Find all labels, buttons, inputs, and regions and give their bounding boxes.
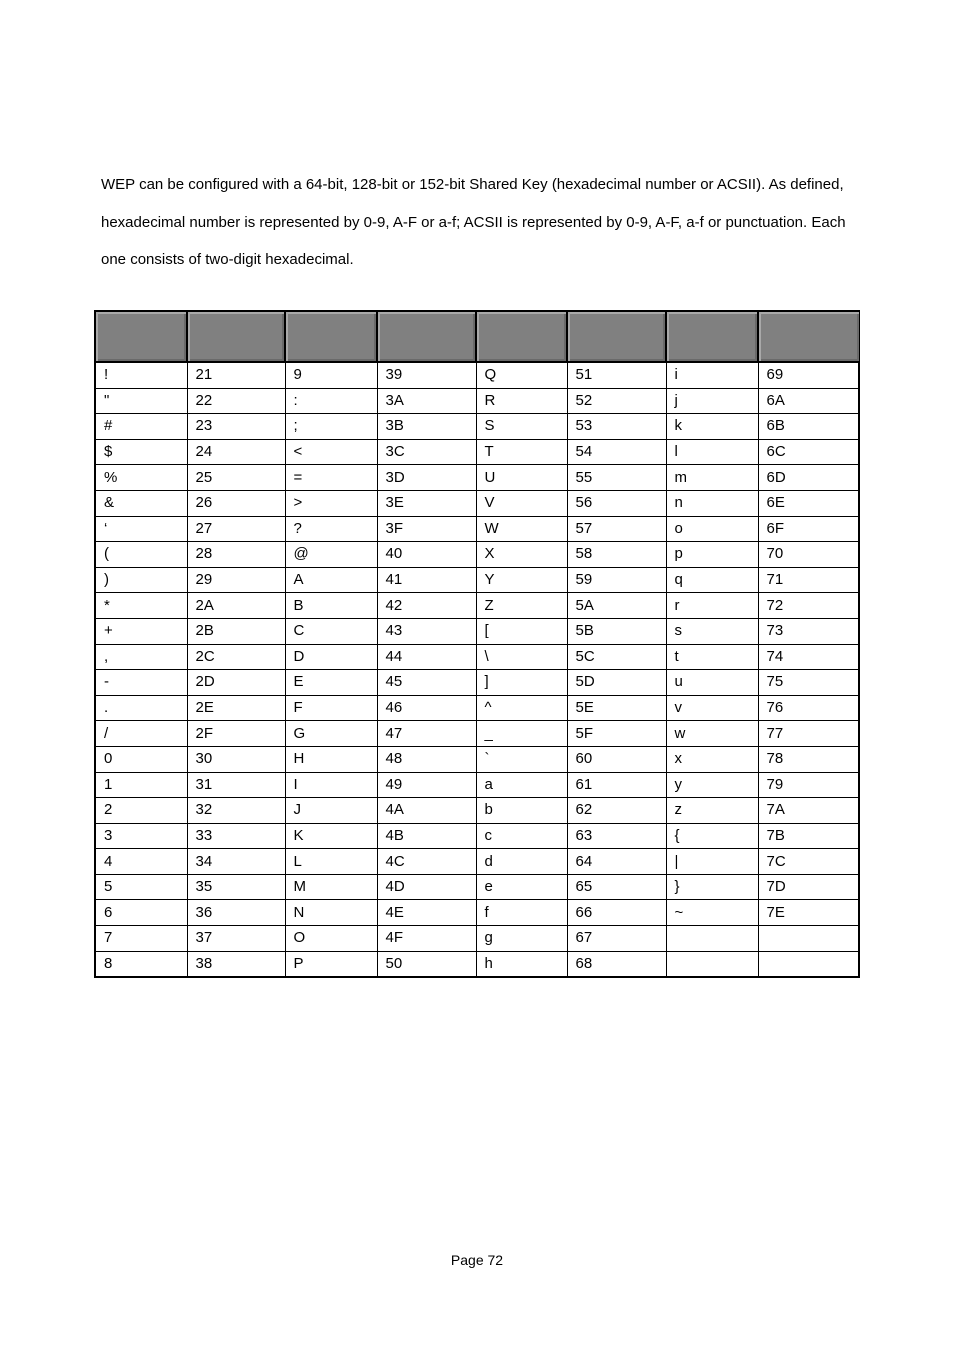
hex-cell: 7A	[758, 798, 859, 824]
hex-cell: 65	[567, 874, 666, 900]
hex-cell: 27	[187, 516, 285, 542]
char-cell: e	[476, 874, 567, 900]
table-row	[95, 900, 859, 926]
hex-cell: 5C	[567, 644, 666, 670]
char-cell: B	[285, 593, 377, 619]
hex-cell: 39	[377, 362, 476, 388]
table-row	[95, 618, 859, 644]
hex-cell: 4F	[377, 926, 476, 952]
hex-cell: 5F	[567, 721, 666, 747]
hex-cell: 7B	[758, 823, 859, 849]
char-cell: 2	[95, 798, 187, 824]
table-header-row	[95, 311, 859, 362]
hex-cell: 40	[377, 542, 476, 568]
char-cell: ,	[95, 644, 187, 670]
hex-cell	[758, 926, 859, 952]
hex-cell: 72	[758, 593, 859, 619]
char-cell: :	[285, 388, 377, 414]
hex-cell: 2D	[187, 670, 285, 696]
hex-cell: 2C	[187, 644, 285, 670]
char-cell: {	[666, 823, 758, 849]
header-cell	[476, 311, 567, 362]
char-cell: R	[476, 388, 567, 414]
char-cell: (	[95, 542, 187, 568]
char-cell: 8	[95, 951, 187, 977]
hex-cell: 70	[758, 542, 859, 568]
hex-cell: 47	[377, 721, 476, 747]
hex-cell: 4A	[377, 798, 476, 824]
char-cell: n	[666, 490, 758, 516]
header-cell	[666, 311, 758, 362]
char-cell	[666, 951, 758, 977]
char-cell: O	[285, 926, 377, 952]
char-cell: /	[95, 721, 187, 747]
hex-cell: 49	[377, 772, 476, 798]
char-cell: <	[285, 439, 377, 465]
char-cell: z	[666, 798, 758, 824]
char-cell: y	[666, 772, 758, 798]
hex-cell: 29	[187, 567, 285, 593]
char-cell: $	[95, 439, 187, 465]
table-row	[95, 746, 859, 772]
table-row	[95, 951, 859, 977]
char-cell: F	[285, 695, 377, 721]
hex-cell: 38	[187, 951, 285, 977]
hex-cell: 25	[187, 465, 285, 491]
header-cell	[285, 311, 377, 362]
char-cell: j	[666, 388, 758, 414]
char-cell: #	[95, 414, 187, 440]
hex-cell: 62	[567, 798, 666, 824]
hex-cell: 31	[187, 772, 285, 798]
char-cell: -	[95, 670, 187, 696]
hex-cell: 76	[758, 695, 859, 721]
hex-cell: 66	[567, 900, 666, 926]
char-cell: P	[285, 951, 377, 977]
hex-cell: 7E	[758, 900, 859, 926]
hex-cell: 6C	[758, 439, 859, 465]
hex-cell: 71	[758, 567, 859, 593]
hex-cell: 3A	[377, 388, 476, 414]
char-cell: N	[285, 900, 377, 926]
header-cell	[567, 311, 666, 362]
char-cell: m	[666, 465, 758, 491]
hex-cell: 6F	[758, 516, 859, 542]
hex-cell: 5D	[567, 670, 666, 696]
char-cell: w	[666, 721, 758, 747]
hex-cell: 22	[187, 388, 285, 414]
hex-cell: 23	[187, 414, 285, 440]
hex-cell: 5A	[567, 593, 666, 619]
hex-cell: 43	[377, 618, 476, 644]
hex-cell: 46	[377, 695, 476, 721]
hex-cell: 3F	[377, 516, 476, 542]
table-row	[95, 490, 859, 516]
char-cell: X	[476, 542, 567, 568]
table-row	[95, 670, 859, 696]
char-cell: I	[285, 772, 377, 798]
hex-cell: 79	[758, 772, 859, 798]
char-cell: =	[285, 465, 377, 491]
char-cell: W	[476, 516, 567, 542]
hex-cell: 3B	[377, 414, 476, 440]
char-cell: ?	[285, 516, 377, 542]
hex-cell: 3D	[377, 465, 476, 491]
table-row	[95, 465, 859, 491]
table-row	[95, 798, 859, 824]
char-cell: b	[476, 798, 567, 824]
char-cell: %	[95, 465, 187, 491]
hex-cell: 4C	[377, 849, 476, 875]
char-cell: V	[476, 490, 567, 516]
char-cell: }	[666, 874, 758, 900]
char-cell: s	[666, 618, 758, 644]
char-cell: a	[476, 772, 567, 798]
hex-cell: 7D	[758, 874, 859, 900]
char-cell: t	[666, 644, 758, 670]
char-cell: K	[285, 823, 377, 849]
hex-cell: 75	[758, 670, 859, 696]
hex-cell: 2B	[187, 618, 285, 644]
hex-cell: 5B	[567, 618, 666, 644]
char-cell: \	[476, 644, 567, 670]
hex-cell: 21	[187, 362, 285, 388]
hex-cell: 4B	[377, 823, 476, 849]
table-row	[95, 644, 859, 670]
hex-cell: 3C	[377, 439, 476, 465]
char-cell: D	[285, 644, 377, 670]
hex-cell: 77	[758, 721, 859, 747]
ascii-hex-table	[94, 310, 860, 978]
char-cell: o	[666, 516, 758, 542]
hex-cell: 67	[567, 926, 666, 952]
hex-cell: 50	[377, 951, 476, 977]
char-cell: d	[476, 849, 567, 875]
hex-cell: 24	[187, 439, 285, 465]
char-cell: M	[285, 874, 377, 900]
hex-cell: 30	[187, 746, 285, 772]
char-cell: g	[476, 926, 567, 952]
char-cell: A	[285, 567, 377, 593]
hex-cell: 54	[567, 439, 666, 465]
char-cell: J	[285, 798, 377, 824]
hex-cell: 6B	[758, 414, 859, 440]
char-cell: 7	[95, 926, 187, 952]
header-cell	[758, 311, 859, 362]
header-cell	[95, 311, 187, 362]
char-cell: @	[285, 542, 377, 568]
hex-cell: 36	[187, 900, 285, 926]
hex-cell: 6A	[758, 388, 859, 414]
table-row	[95, 542, 859, 568]
char-cell: 0	[95, 746, 187, 772]
char-cell: H	[285, 746, 377, 772]
char-cell: ^	[476, 695, 567, 721]
char-cell: "	[95, 388, 187, 414]
table-row	[95, 772, 859, 798]
char-cell: [	[476, 618, 567, 644]
hex-cell: 35	[187, 874, 285, 900]
char-cell: `	[476, 746, 567, 772]
table-row	[95, 362, 859, 388]
intro-paragraph: WEP can be configured with a 64-bit, 128-bit or 152-bit Shared Key (hexadecimal number or ACSII). As defined, hexadecimal number is represented by 0-9, A-F or a-f; ACSII is represented by 0-9, A-F, a-f or punctuation. Each one consists of two-digit hexadecimal.	[101, 176, 846, 268]
hex-cell	[758, 951, 859, 977]
hex-cell: 64	[567, 849, 666, 875]
char-cell: 6	[95, 900, 187, 926]
char-cell: ]	[476, 670, 567, 696]
char-cell: T	[476, 439, 567, 465]
char-cell: l	[666, 439, 758, 465]
hex-cell: 6E	[758, 490, 859, 516]
table-row	[95, 926, 859, 952]
table-row	[95, 414, 859, 440]
char-cell: +	[95, 618, 187, 644]
char-cell: v	[666, 695, 758, 721]
table-row	[95, 516, 859, 542]
hex-cell: 7C	[758, 849, 859, 875]
hex-cell: 4D	[377, 874, 476, 900]
table-row	[95, 823, 859, 849]
table-row	[95, 849, 859, 875]
hex-cell: 69	[758, 362, 859, 388]
char-cell: |	[666, 849, 758, 875]
table-row	[95, 567, 859, 593]
hex-cell: 61	[567, 772, 666, 798]
hex-cell: 2F	[187, 721, 285, 747]
table-row	[95, 721, 859, 747]
hex-cell: 37	[187, 926, 285, 952]
hex-cell: 53	[567, 414, 666, 440]
hex-cell: 26	[187, 490, 285, 516]
page-number: Page 72	[450, 1252, 504, 1268]
char-cell: Y	[476, 567, 567, 593]
char-cell: ;	[285, 414, 377, 440]
char-cell: h	[476, 951, 567, 977]
hex-cell: 6D	[758, 465, 859, 491]
hex-cell: 48	[377, 746, 476, 772]
hex-cell: 56	[567, 490, 666, 516]
char-cell: r	[666, 593, 758, 619]
table-body	[95, 362, 859, 977]
hex-cell: 28	[187, 542, 285, 568]
header-cell	[377, 311, 476, 362]
char-cell: u	[666, 670, 758, 696]
char-cell: >	[285, 490, 377, 516]
hex-cell: 74	[758, 644, 859, 670]
char-cell: 9	[285, 362, 377, 388]
header-cell	[187, 311, 285, 362]
char-cell: !	[95, 362, 187, 388]
hex-cell: 33	[187, 823, 285, 849]
hex-cell: 55	[567, 465, 666, 491]
char-cell: p	[666, 542, 758, 568]
hex-cell: 44	[377, 644, 476, 670]
hex-cell: 59	[567, 567, 666, 593]
table-row	[95, 874, 859, 900]
hex-cell: 51	[567, 362, 666, 388]
char-cell: 3	[95, 823, 187, 849]
table-row	[95, 695, 859, 721]
char-cell: ‘	[95, 516, 187, 542]
hex-cell: 41	[377, 567, 476, 593]
char-cell: ~	[666, 900, 758, 926]
char-cell: 5	[95, 874, 187, 900]
hex-cell: 68	[567, 951, 666, 977]
hex-cell: 5E	[567, 695, 666, 721]
char-cell: )	[95, 567, 187, 593]
hex-cell: 45	[377, 670, 476, 696]
hex-cell: 78	[758, 746, 859, 772]
char-cell: .	[95, 695, 187, 721]
hex-cell: 32	[187, 798, 285, 824]
hex-cell: 3E	[377, 490, 476, 516]
table-row	[95, 388, 859, 414]
char-cell: c	[476, 823, 567, 849]
char-cell: x	[666, 746, 758, 772]
char-cell: 4	[95, 849, 187, 875]
hex-cell: 2E	[187, 695, 285, 721]
hex-cell: 34	[187, 849, 285, 875]
hex-cell: 57	[567, 516, 666, 542]
char-cell: f	[476, 900, 567, 926]
char-cell: q	[666, 567, 758, 593]
char-cell: Z	[476, 593, 567, 619]
hex-cell: 52	[567, 388, 666, 414]
hex-cell: 60	[567, 746, 666, 772]
char-cell: E	[285, 670, 377, 696]
hex-cell: 63	[567, 823, 666, 849]
char-cell: 1	[95, 772, 187, 798]
hex-cell: 58	[567, 542, 666, 568]
char-cell: i	[666, 362, 758, 388]
char-cell: C	[285, 618, 377, 644]
char-cell: *	[95, 593, 187, 619]
table-row	[95, 439, 859, 465]
char-cell: U	[476, 465, 567, 491]
char-cell: L	[285, 849, 377, 875]
char-cell: G	[285, 721, 377, 747]
char-cell: _	[476, 721, 567, 747]
char-cell: k	[666, 414, 758, 440]
char-cell: S	[476, 414, 567, 440]
char-cell: &	[95, 490, 187, 516]
hex-cell: 4E	[377, 900, 476, 926]
table-row	[95, 593, 859, 619]
char-cell	[666, 926, 758, 952]
hex-cell: 2A	[187, 593, 285, 619]
hex-cell: 73	[758, 618, 859, 644]
char-cell: Q	[476, 362, 567, 388]
hex-cell: 42	[377, 593, 476, 619]
